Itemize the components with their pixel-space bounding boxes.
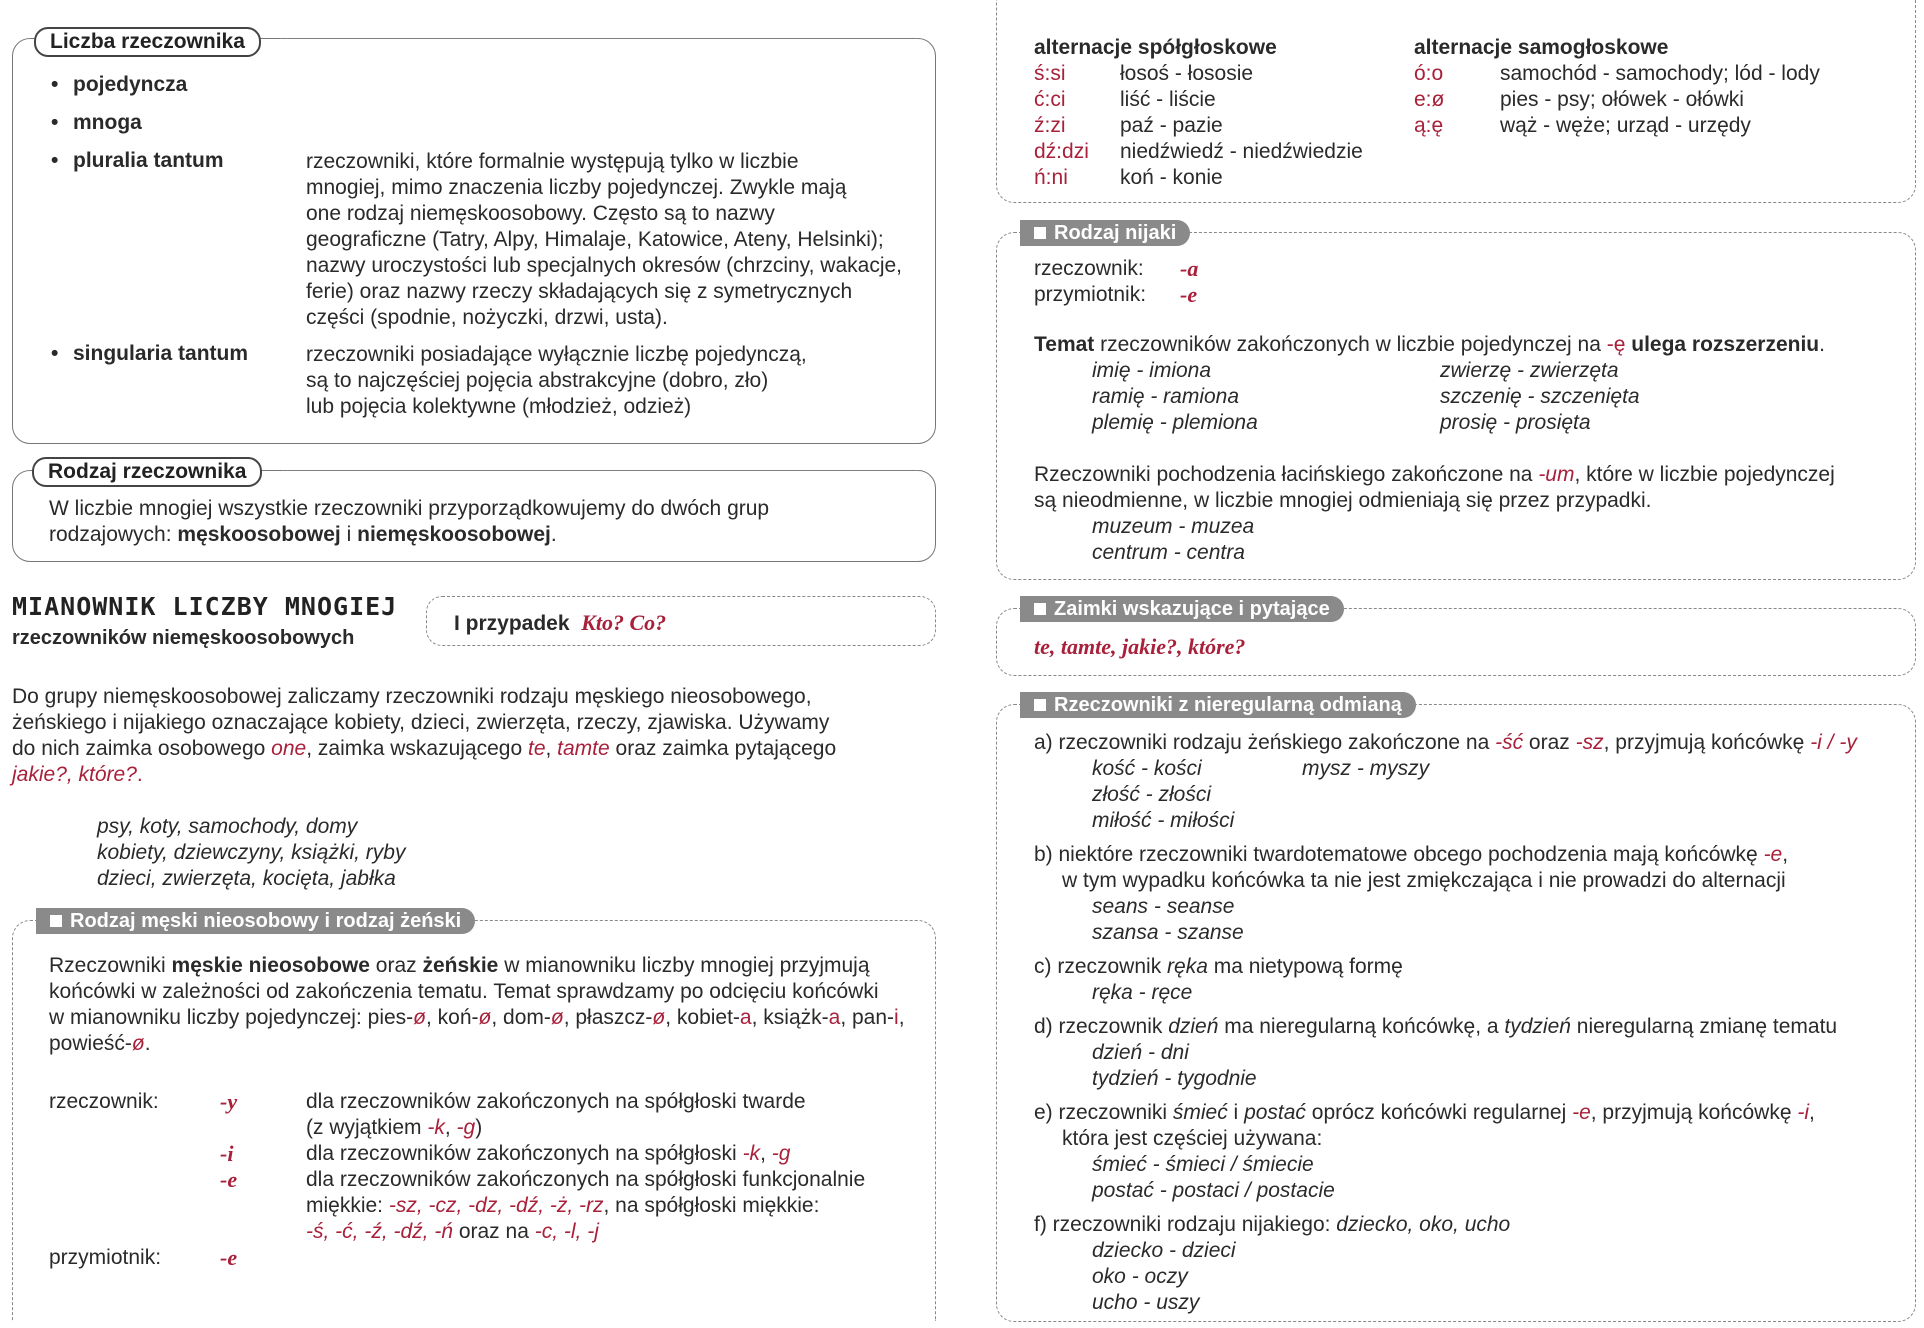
y-line-2: (z wyjątkiem -k, -g) xyxy=(306,1116,483,1139)
liczba-title: Liczba rzeczownika xyxy=(34,27,261,57)
nijaki-lat-example: muzeum - muzea xyxy=(1092,515,1255,538)
singularia-line-3: lub pojęcia kolektywne (młodzież, odzież) xyxy=(306,395,692,418)
alt-example: łosoś - łososie xyxy=(1120,62,1254,85)
divider xyxy=(282,470,922,471)
nijaki-lat-2: są nieodmienne, w liczbie mnogiej odmieniają się przez przypadki. xyxy=(1034,489,1652,512)
nieregularne-example: ręka - ręce xyxy=(1092,981,1193,1004)
nijaki-przym-ending: -e xyxy=(1180,282,1198,307)
nijaki-example: imię - imiona xyxy=(1092,359,1212,382)
meski-p3: w mianowniku liczby pojedynczej: pies-ø, koń-ø, dom-ø, płaszcz-ø, kobiet-a, książk-a, pan-i, xyxy=(49,1006,905,1029)
przymiotnik-label: przymiotnik: xyxy=(49,1246,162,1269)
nijaki-example: prosię - prosięta xyxy=(1440,411,1591,434)
nieregularne-example: śmieć - śmieci / śmiecie xyxy=(1092,1153,1314,1176)
alt-example: liść - liście xyxy=(1120,88,1216,111)
nijaki-przym-label: przymiotnik: xyxy=(1034,283,1147,306)
ending-y: -y xyxy=(220,1089,238,1114)
example-line: dzieci, zwierzęta, kocięta, jabłka xyxy=(97,867,396,890)
nieregularne-example: kość - kości xyxy=(1092,757,1202,780)
nieregularne-e2: która jest częściej używana: xyxy=(1062,1127,1323,1150)
section-subtitle: rzeczowników niemęskoosobowych xyxy=(12,627,355,649)
nijaki-rzecz-ending: -a xyxy=(1180,256,1199,281)
meski-p2: końcówki w zależności od zakończenia tematu. Temat sprawdzamy po odcięciu końcówki xyxy=(49,980,879,1003)
alt-key: ą:ę xyxy=(1414,114,1444,137)
alt-key: ź:zi xyxy=(1034,114,1066,137)
nieregularne-a: a) rzeczowniki rodzaju żeńskiego zakończone na -ść oraz -sz, przyjmują końcówkę -i / -y xyxy=(1034,731,1857,754)
nieregularne-example: szansa - szanse xyxy=(1092,921,1244,944)
example-line: psy, koty, samochody, domy xyxy=(97,815,358,838)
nieregularne-example: seans - seanse xyxy=(1092,895,1235,918)
alt-example: samochód - samochody; lód - lody xyxy=(1500,62,1820,85)
nieregularne-c: c) rzeczownik ręka ma nietypową formę xyxy=(1034,955,1403,978)
meski-p4: powieść-ø. xyxy=(49,1032,151,1055)
item-singularia: • singularia tantum xyxy=(73,341,248,367)
alt-example: koń - konie xyxy=(1120,166,1223,189)
nieregularne-d: d) rzeczownik dzień ma nieregularną końcówkę, a tydzień nieregularną zmianę tematu xyxy=(1034,1015,1838,1038)
nieregularne-example: tydzień - tygodnie xyxy=(1092,1067,1257,1090)
zaimki-text: te, tamte, jakie?, które? xyxy=(1034,634,1246,659)
pluralia-line-5: nazwy uroczystości lub specjalnych okresów (chrzciny, wakacje, xyxy=(306,254,902,277)
nijaki-example: ramię - ramiona xyxy=(1092,385,1240,408)
nieregularne-example: oko - oczy xyxy=(1092,1265,1188,1288)
alt-example: wąż - węże; urząd - urzędy xyxy=(1500,114,1751,137)
alt-key: ń:ni xyxy=(1034,166,1068,189)
ending-i: -i xyxy=(220,1141,234,1166)
pluralia-line-2: mnogiej, mimo znaczenia liczby pojedynczej. Zwykle mają xyxy=(306,176,847,199)
alt-key: ć:ci xyxy=(1034,88,1066,111)
pluralia-line-7: części (spodnie, nożyczki, drzwi, usta). xyxy=(306,306,668,329)
singularia-line-1: rzeczowniki posiadające wyłącznie liczbę pojedynczą, xyxy=(306,343,807,366)
ending-e: -e xyxy=(220,1167,238,1192)
alt-example: pies - psy; ołówek - ołówki xyxy=(1500,88,1744,111)
e-line-3: -ś, -ć, -ź, -dź, -ń oraz na -c, -l, -j xyxy=(306,1220,599,1243)
nijaki-temat: Temat rzeczowników zakończonych w liczbie pojedynczej na -ę ulega rozszerzeniu. xyxy=(1034,333,1825,356)
pluralia-line-4: geograficzne (Tatry, Alpy, Himalaje, Katowice, Ateny, Helsinki); xyxy=(306,228,884,251)
alternacje-samo-title: alternacje samogłoskowe xyxy=(1414,36,1669,59)
y-line-1: dla rzeczowników zakończonych na spółgłoski twarde xyxy=(306,1090,806,1113)
rzeczownik-label: rzeczownik: xyxy=(49,1090,159,1113)
e-line-2: miękkie: -sz, -cz, -dz, -dź, -ż, -rz, na spółgłoski miękkie: xyxy=(306,1194,820,1217)
nieregularne-b1: b) niektóre rzeczowniki twardotematowe obcego pochodzenia mają końcówkę -e, xyxy=(1034,843,1789,866)
nieregularne-example: mysz - myszy xyxy=(1302,757,1430,780)
nijaki-example: szczenię - szczenięta xyxy=(1440,385,1640,408)
alt-key: ś:si xyxy=(1034,62,1066,85)
rodzaj-line-1: W liczbie mnogiej wszystkie rzeczowniki przyporządkowujemy do dwóch grup xyxy=(49,497,770,520)
nieregularne-example: miłość - miłości xyxy=(1092,809,1235,832)
nijaki-title: Rodzaj nijaki xyxy=(1020,220,1190,246)
intro-line-1: Do grupy niemęskoosobowej zaliczamy rzeczowniki rodzaju męskiego nieosobowego, xyxy=(12,685,812,708)
section-title: MIANOWNIK LICZBY MNOGIEJ xyxy=(12,592,398,621)
nieregularne-example: dziecko - dzieci xyxy=(1092,1239,1236,1262)
meski-title: Rodzaj męski nieosobowy i rodzaj żeński xyxy=(36,908,475,934)
alt-key: e:ø xyxy=(1414,88,1445,111)
intro-line-4: jakie?, które?. xyxy=(12,763,143,786)
case-label: I przypadek Kto? Co? xyxy=(454,610,667,635)
pluralia-line-1: rzeczowniki, które formalnie występują tylko w liczbie xyxy=(306,150,799,173)
item-pluralia: • pluralia tantum xyxy=(73,148,224,174)
nijaki-lat-1: Rzeczowniki pochodzenia łacińskiego zakończone na -um, które w liczbie pojedynczej xyxy=(1034,463,1835,486)
nieregularne-title: Rzeczowniki z nieregularną odmianą xyxy=(1020,692,1416,718)
intro-line-3: do nich zaimka osobowego one, zaimka wskazującego te, tamte oraz zaimka pytającego xyxy=(12,737,837,760)
nieregularne-example: złość - złości xyxy=(1092,783,1212,806)
nijaki-example: zwierzę - zwierzęta xyxy=(1440,359,1619,382)
nijaki-rzecz-label: rzeczownik: xyxy=(1034,257,1144,280)
e-line-1: dla rzeczowników zakończonych na spółgłoski funkcjonalnie xyxy=(306,1168,866,1191)
alternacje-spol-title: alternacje spółgłoskowe xyxy=(1034,36,1277,59)
pluralia-line-3: one rodzaj niemęskoosobowy. Często są to nazwy xyxy=(306,202,775,225)
zaimki-title: Zaimki wskazujące i pytające xyxy=(1020,596,1344,622)
rodzaj-title: Rodzaj rzeczownika xyxy=(32,457,262,487)
meski-p1: Rzeczowniki męskie nieosobowe oraz żeńskie w mianowniku liczby mnogiej przyjmują xyxy=(49,954,870,977)
nijaki-lat-example: centrum - centra xyxy=(1092,541,1245,564)
item-mnoga: • mnoga xyxy=(73,110,142,136)
alt-example: paź - pazie xyxy=(1120,114,1223,137)
example-line: kobiety, dziewczyny, książki, ryby xyxy=(97,841,406,864)
alt-key: ó:o xyxy=(1414,62,1444,85)
divider xyxy=(280,38,920,39)
rodzaj-line-2: rodzajowych: męskoosobowej i niemęskoosobowej. xyxy=(49,523,557,546)
nieregularne-example: postać - postaci / postacie xyxy=(1092,1179,1335,1202)
nieregularne-f: f) rzeczowniki rodzaju nijakiego: dziecko, oko, ucho xyxy=(1034,1213,1511,1236)
alt-example: niedźwiedź - niedźwiedzie xyxy=(1120,140,1363,163)
item-pojedyncza: • pojedyncza xyxy=(73,72,187,98)
pluralia-line-6: ferie) oraz nazwy rzeczy składających się z symetrycznych xyxy=(306,280,853,303)
przymiotnik-ending: -e xyxy=(220,1245,238,1270)
nieregularne-example: dzień - dni xyxy=(1092,1041,1189,1064)
nieregularne-b2: w tym wypadku końcówka ta nie jest zmiękczająca i nie prowadzi do alternacji xyxy=(1062,869,1786,892)
i-line: dla rzeczowników zakończonych na spółgłoski -k, -g xyxy=(306,1142,791,1165)
nieregularne-example: ucho - uszy xyxy=(1092,1291,1200,1314)
nijaki-example: plemię - plemiona xyxy=(1092,411,1258,434)
alt-key: dź:dzi xyxy=(1034,140,1089,163)
intro-line-2: żeńskiego i nijakiego oznaczające kobiety, dzieci, zwierzęta, rzeczy, zjawiska. Używamy xyxy=(12,711,830,734)
nieregularne-e1: e) rzeczowniki śmieć i postać oprócz końcówki regularnej -e, przyjmują końcówkę -i, xyxy=(1034,1101,1815,1124)
singularia-line-2: są to najczęściej pojęcia abstrakcyjne (dobro, zło) xyxy=(306,369,769,392)
